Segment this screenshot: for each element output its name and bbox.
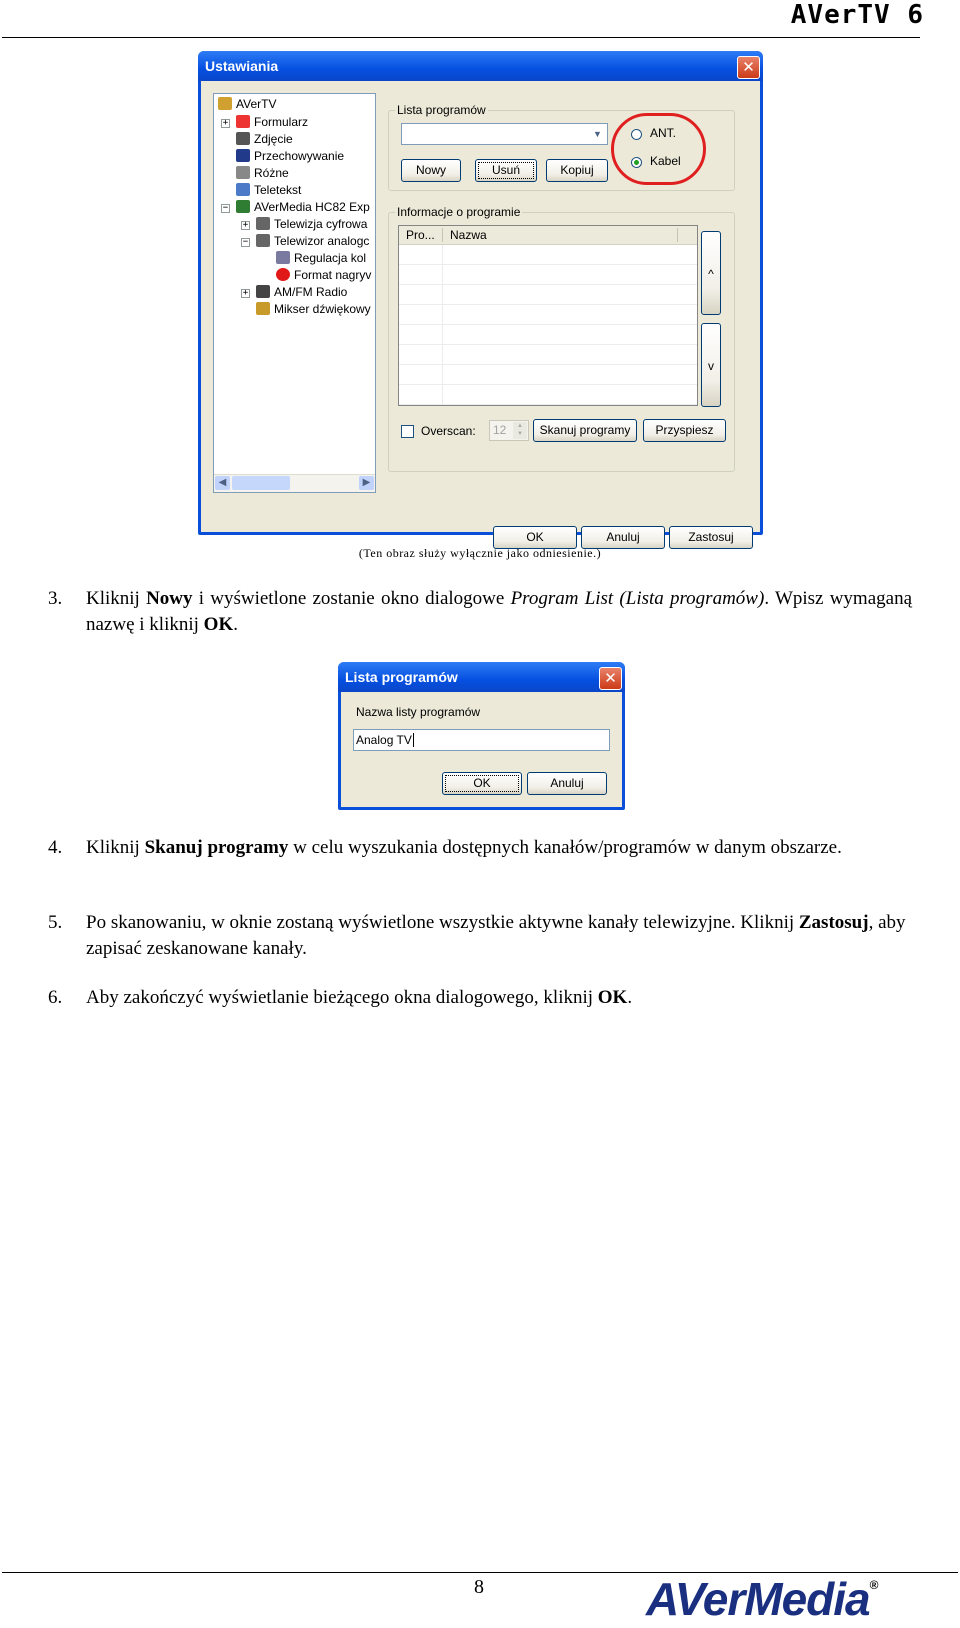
apply-button[interactable]: Zastosuj (669, 526, 753, 549)
settings-dialog-titlebar: Ustawiania (198, 51, 763, 81)
overscan-spinner[interactable] (489, 420, 529, 441)
expand-icon[interactable]: + (222, 118, 229, 128)
cancel-button[interactable]: Anuluj (527, 772, 607, 795)
settings-dialog (198, 51, 763, 544)
step-6-text: Aby zakończyć wyświetlanie bieżącego okna dialogowego, kliknij OK. (86, 987, 633, 1008)
highlight-circle (611, 113, 706, 185)
scroll-right-icon[interactable]: ▶ (359, 476, 374, 490)
form-icon (236, 115, 250, 128)
copy-button[interactable]: Kopiuj (546, 159, 608, 182)
tree-item-formularz[interactable]: Formularz (236, 114, 308, 131)
step-3-text: Kliknij Nowy i wyświetlone zostanie okno dialogowe Program List (Lista programów). Wpisz wymaganą nazwę i kliknij OK. (86, 588, 912, 635)
chevron-down-icon[interactable]: ▼ (593, 129, 602, 139)
list-name-label: Nazwa listy programów (356, 705, 481, 719)
overscan-label: Overscan: (421, 424, 476, 438)
program-table[interactable] (398, 225, 698, 406)
tree-item-radio[interactable]: AM/FM Radio (256, 284, 347, 301)
tree-item-mixer[interactable]: Mikser dźwiękowy (256, 301, 371, 318)
avertv-icon (218, 97, 232, 110)
column-header-pro[interactable]: Pro... (406, 228, 435, 242)
tree-item-color-adjust[interactable]: Regulacja kol (276, 250, 366, 267)
tv-icon (256, 234, 270, 247)
table-header (399, 226, 697, 245)
tree-item-zdjecie[interactable]: Zdjęcie (236, 131, 293, 148)
collapse-icon[interactable]: − (222, 203, 229, 213)
program-list-dialog-body (341, 692, 622, 807)
step-5-text: Po skanowaniu, w oknie zostaną wyświetlone wszystkie aktywne kanały telewizyjne. Kliknij Zastosuj, aby zapisać zeskanowane kanały. (86, 912, 906, 959)
step-4-number: 4. (48, 837, 63, 858)
expand-icon[interactable]: + (242, 220, 249, 230)
tree-item-przechowywanie[interactable]: Przechowywanie (236, 148, 344, 165)
step-3-number: 3. (48, 588, 63, 609)
tree-hscrollbar[interactable] (214, 474, 375, 492)
tree-item-digital-tv[interactable]: Telewizja cyfrowa (256, 216, 367, 233)
settings-tree[interactable] (213, 93, 376, 493)
tree-item-avertv[interactable]: AVerTV (218, 96, 276, 113)
scroll-down-button[interactable]: v (701, 323, 721, 407)
device-icon (236, 200, 250, 213)
column-divider (442, 228, 443, 242)
avermedia-logo: AVerMedia® (646, 1573, 878, 1625)
close-icon[interactable]: ✕ (599, 667, 622, 690)
step-5-number: 5. (48, 912, 63, 933)
camera-icon (236, 132, 250, 145)
list-name-value: Analog TV (356, 733, 412, 747)
column-divider (677, 228, 678, 242)
tools-icon (236, 166, 250, 179)
tree-hscroll-thumb[interactable] (232, 476, 290, 490)
radio-icon (256, 285, 270, 298)
floppy-icon (236, 149, 250, 162)
program-list-group-label: Lista programów (397, 103, 486, 117)
image-caption: (Ten obraz służy wyłącznie jako odniesienie.) (358, 546, 602, 560)
program-list-dropdown[interactable] (401, 123, 608, 145)
program-list-group (388, 103, 735, 191)
table-column-line (442, 245, 443, 405)
list-name-input[interactable] (353, 729, 610, 751)
radio-ant-label: ANT. (650, 126, 677, 140)
step-4-text: Kliknij Skanuj programy w celu wyszukania dostępnych kanałów/programów w danym obszarze. (86, 837, 842, 858)
overscan-checkbox[interactable] (401, 425, 414, 438)
overscan-value: 12 (493, 423, 507, 437)
program-info-group (388, 205, 735, 472)
expand-icon[interactable]: + (242, 288, 249, 298)
ok-button[interactable]: OK (493, 526, 577, 549)
tv-icon (256, 217, 270, 230)
spinner-arrows-icon[interactable]: ▲ ▼ (513, 422, 527, 439)
step-6-number: 6. (48, 987, 63, 1008)
program-list-dialog-titlebar: Lista programów (338, 662, 625, 692)
page-number: 8 (474, 1576, 484, 1598)
record-icon (276, 268, 290, 281)
new-button[interactable]: Nowy (401, 159, 461, 182)
program-info-group-label: Informacje o programie (397, 205, 521, 219)
close-icon[interactable]: ✕ (737, 56, 760, 79)
column-header-name[interactable]: Nazwa (450, 228, 487, 242)
delete-button[interactable]: Usuń (475, 159, 537, 182)
tree-item-record-format[interactable]: Format nagryv (276, 267, 371, 284)
radio-cable-label: Kabel (650, 154, 681, 168)
header-rule (2, 37, 920, 38)
program-list-dialog (338, 662, 625, 810)
color-bars-icon (276, 251, 290, 264)
speed-up-button[interactable]: Przyspiesz (643, 419, 726, 442)
collapse-icon[interactable]: − (242, 237, 249, 247)
teletext-icon (236, 183, 250, 196)
tree-item-rozne[interactable]: Różne (236, 165, 289, 182)
ok-button[interactable]: OK (442, 772, 522, 795)
mixer-icon (256, 302, 270, 315)
settings-dialog-body (201, 81, 760, 544)
scroll-left-icon[interactable]: ◀ (215, 476, 230, 490)
document-header-title: AVerTV 6 (790, 0, 924, 30)
tree-item-analog-tv[interactable]: Telewizor analogc (256, 233, 369, 250)
table-rows-grid (399, 245, 697, 405)
scroll-up-button[interactable]: ^ (701, 231, 721, 315)
scan-programs-button[interactable]: Skanuj programy (533, 419, 637, 442)
tree-item-hc82[interactable]: AVerMedia HC82 Exp (236, 199, 370, 216)
tree-item-teletekst[interactable]: Teletekst (236, 182, 301, 199)
cancel-button[interactable]: Anuluj (581, 526, 665, 549)
